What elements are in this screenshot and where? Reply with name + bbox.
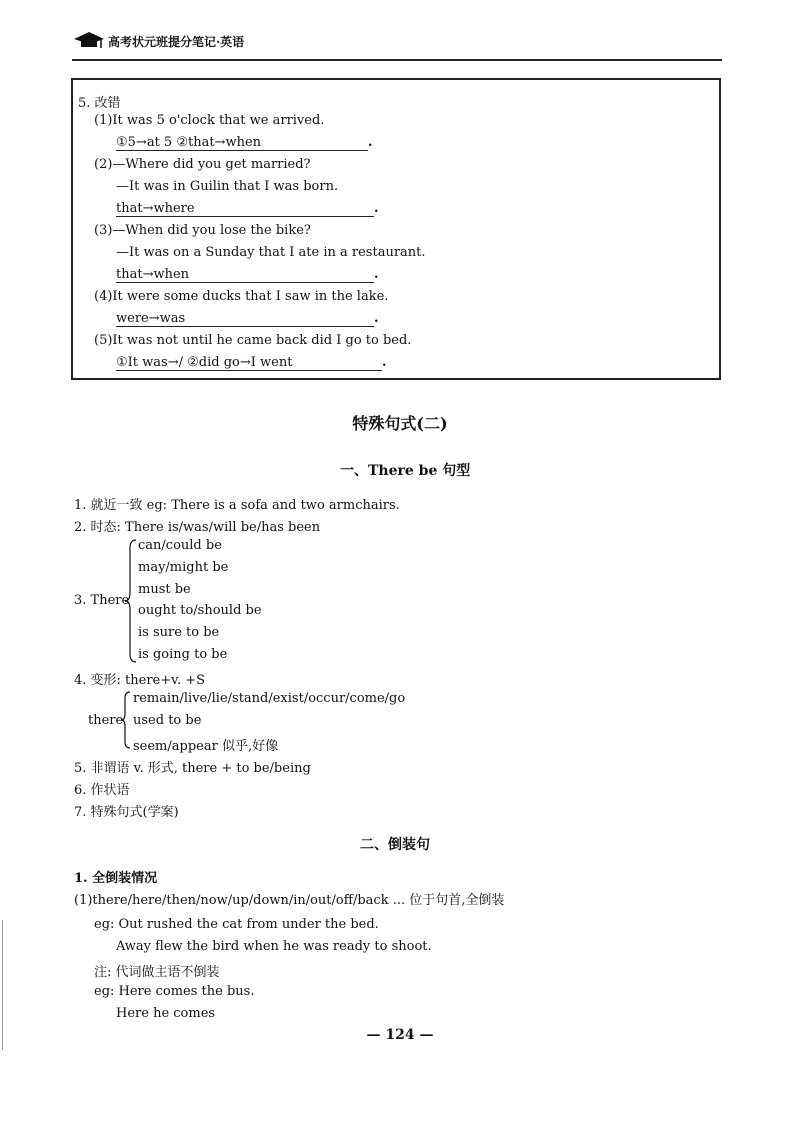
example-3: eg: Here comes the bus. — [94, 984, 255, 999]
there-verb-option: seem/appear 似乎,好像 — [133, 739, 279, 754]
q2-answer-line: that→where . — [116, 201, 379, 216]
q2-text: (2)—Where did you get married? — [94, 157, 311, 172]
scan-edge-line — [2, 920, 3, 1050]
example-1: eg: Out rushed the cat from under the bed. — [94, 917, 379, 932]
left-brace-icon — [120, 690, 132, 750]
part1-item-3-label: 3. There — [74, 593, 130, 608]
header-rule — [72, 59, 722, 61]
q4-text: (4)It were some ducks that I saw in the lake. — [94, 289, 389, 304]
q1-text: (1)It was 5 o'clock that we arrived. — [94, 113, 325, 128]
q3-answer-line: that→when . — [116, 267, 379, 282]
q4-answer: were→was — [116, 311, 374, 327]
q3-text2: —It was on a Sunday that I ate in a restaurant. — [116, 245, 426, 260]
there-option: may/might be — [138, 560, 229, 575]
q5-text: (5)It was not until he came back did I go to bed. — [94, 333, 412, 348]
part2-heading: 二、倒装句 — [360, 837, 430, 853]
part1-item-2: 2. 时态: There is/was/will be/has been — [74, 520, 321, 535]
example-2: Away flew the bird when he was ready to shoot. — [116, 939, 432, 954]
there-verb-option: remain/live/lie/stand/exist/occur/come/go — [133, 691, 406, 706]
example-4: Here he comes — [116, 1006, 216, 1021]
book-title: 高考状元班提分笔记·英语 — [108, 35, 245, 49]
q3-text: (3)—When did you lose the bike? — [94, 223, 311, 238]
part1-item-6: 6. 作状语 — [74, 783, 130, 798]
part2-line-1: (1)there/here/then/now/up/down/in/out/off/back ... 位于句首,全倒装 — [74, 893, 505, 908]
section-title: 特殊句式(二) — [352, 414, 448, 433]
part1-heading: 一、There be 句型 — [340, 463, 471, 479]
q4-answer-line: were→was . — [116, 311, 379, 326]
there-verb-option: used to be — [133, 713, 202, 728]
page-number: — 124 — — [366, 1027, 434, 1043]
part2-subheading: 1. 全倒装情况 — [74, 871, 158, 886]
q3-answer: that→when — [116, 267, 374, 283]
part1-item-1: 1. 就近一致 eg: There is a sofa and two armchairs. — [74, 498, 400, 513]
q1-answer-line: ①5→at 5 ②that→when . — [116, 135, 373, 150]
part1-item-4: 4. 变形: there+v. +S — [74, 673, 206, 688]
left-brace-icon — [124, 538, 138, 664]
q5-answer: ①It was→/ ②did go→I went — [116, 355, 382, 371]
there-option: is going to be — [138, 647, 228, 662]
there-option: can/could be — [138, 538, 222, 553]
graduation-cap-icon — [72, 30, 106, 50]
q1-answer: ①5→at 5 ②that→when — [116, 135, 368, 151]
note: 注: 代词做主语不倒装 — [94, 965, 220, 980]
q5-answer-line: ①It was→/ ②did go→I went . — [116, 355, 387, 370]
exercise-heading: 5. 改错 — [78, 96, 121, 111]
there-option: ought to/should be — [138, 603, 262, 618]
q2-answer: that→where — [116, 201, 374, 217]
there-option: is sure to be — [138, 625, 220, 640]
there-option: must be — [138, 582, 191, 597]
part1-item-4-label: there — [88, 713, 124, 728]
part1-item-5: 5. 非谓语 v. 形式, there + to be/being — [74, 761, 311, 776]
q2-text2: —It was in Guilin that I was born. — [116, 179, 339, 194]
part1-item-7: 7. 特殊句式(学案) — [74, 805, 179, 820]
